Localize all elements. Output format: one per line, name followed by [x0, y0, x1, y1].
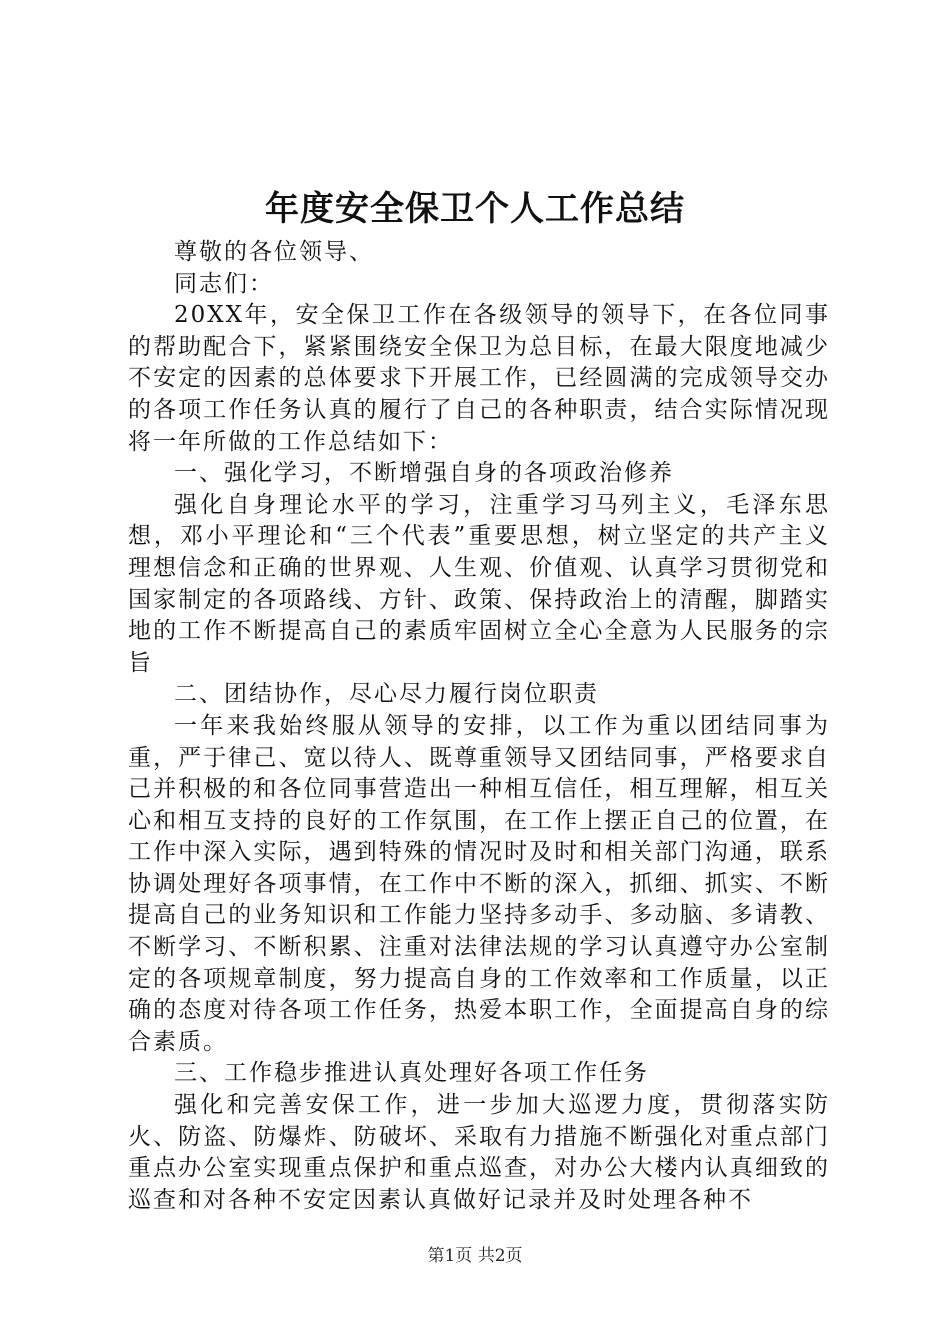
- document-title: 年度安全保卫个人工作总结: [265, 189, 685, 229]
- section-paragraph-2: 一年来我始终服从领导的安排，以工作为重以团结同事为重，严于律己、宽以待人、既尊重领导又团结同事，严格要求自己并积极的和各位同事营造出一种相互信任，相互理解，相互关心和相互支持的良好的工作氛围，在工作上摆正自己的位置，在工作中深入实际，遇到特殊的情况时及时和相关部门沟通，联系协调处理好各项事情，在工作中不断的深入，抓细、抓实、不断提高自己的业务知识和工作能力坚持多动手、多动脑、多请教、不断学习、不断积累、注重对法律法规的学习认真遵守办公室制定的各项规章制度，努力提高自身的工作效率和工作质量，以正确的态度对待各项工作任务，热爱本职工作，全面提高自身的综合素质。: [128, 712, 830, 1055]
- section-heading-1: 一、强化学习，不断增强自身的各项政治修养: [174, 460, 674, 487]
- section-paragraph-3: 强化和完善安保工作，进一步加大巡逻力度，贯彻落实防火、防盗、防爆炸、防破坏、采取有力措施不断强化对重点部门重点办公室实现重点保护和重点巡查，对办公大楼内认真细致的巡查和对各种不安定因素认真做好记录并及时处理各种不: [128, 1092, 830, 1213]
- salutation-line-2: 同志们：: [174, 270, 274, 297]
- section-paragraph-1: 强化自身理论水平的学习，注重学习马列主义，毛泽东思想，邓小平理论和“三个代表”重要思想，树立坚定的共产主义理想信念和正确的世界观、人生观、价值观、认真学习贯彻党和国家制定的各项路线、方针、政策、保持政治上的清醒，脚踏实地的工作不断提高自己的素质牢固树立全心全意为人民服务的宗旨: [128, 491, 830, 676]
- section-heading-2: 二、团结协作，尽心尽力履行岗位职责: [174, 681, 599, 708]
- document-body: [128, 237, 830, 1216]
- intro-paragraph: 20XX年，安全保卫工作在各级领导的领导下，在各位同事的帮助配合下，紧紧围绕安全保卫为总目标，在最大限度地减少不安定的因素的总体要求下开展工作，已经圆满的完成领导交办的各项工作任务认真的履行了自己的各种职责，结合实际情况现将一年所做的工作总结如下：: [128, 302, 830, 455]
- salutation-line-1: 尊敬的各位领导、: [174, 239, 374, 265]
- section-heading-3: 三、工作稳步推进认真处理好各项工作任务: [174, 1060, 649, 1087]
- page-footer: 第1页 共2页: [427, 1246, 523, 1266]
